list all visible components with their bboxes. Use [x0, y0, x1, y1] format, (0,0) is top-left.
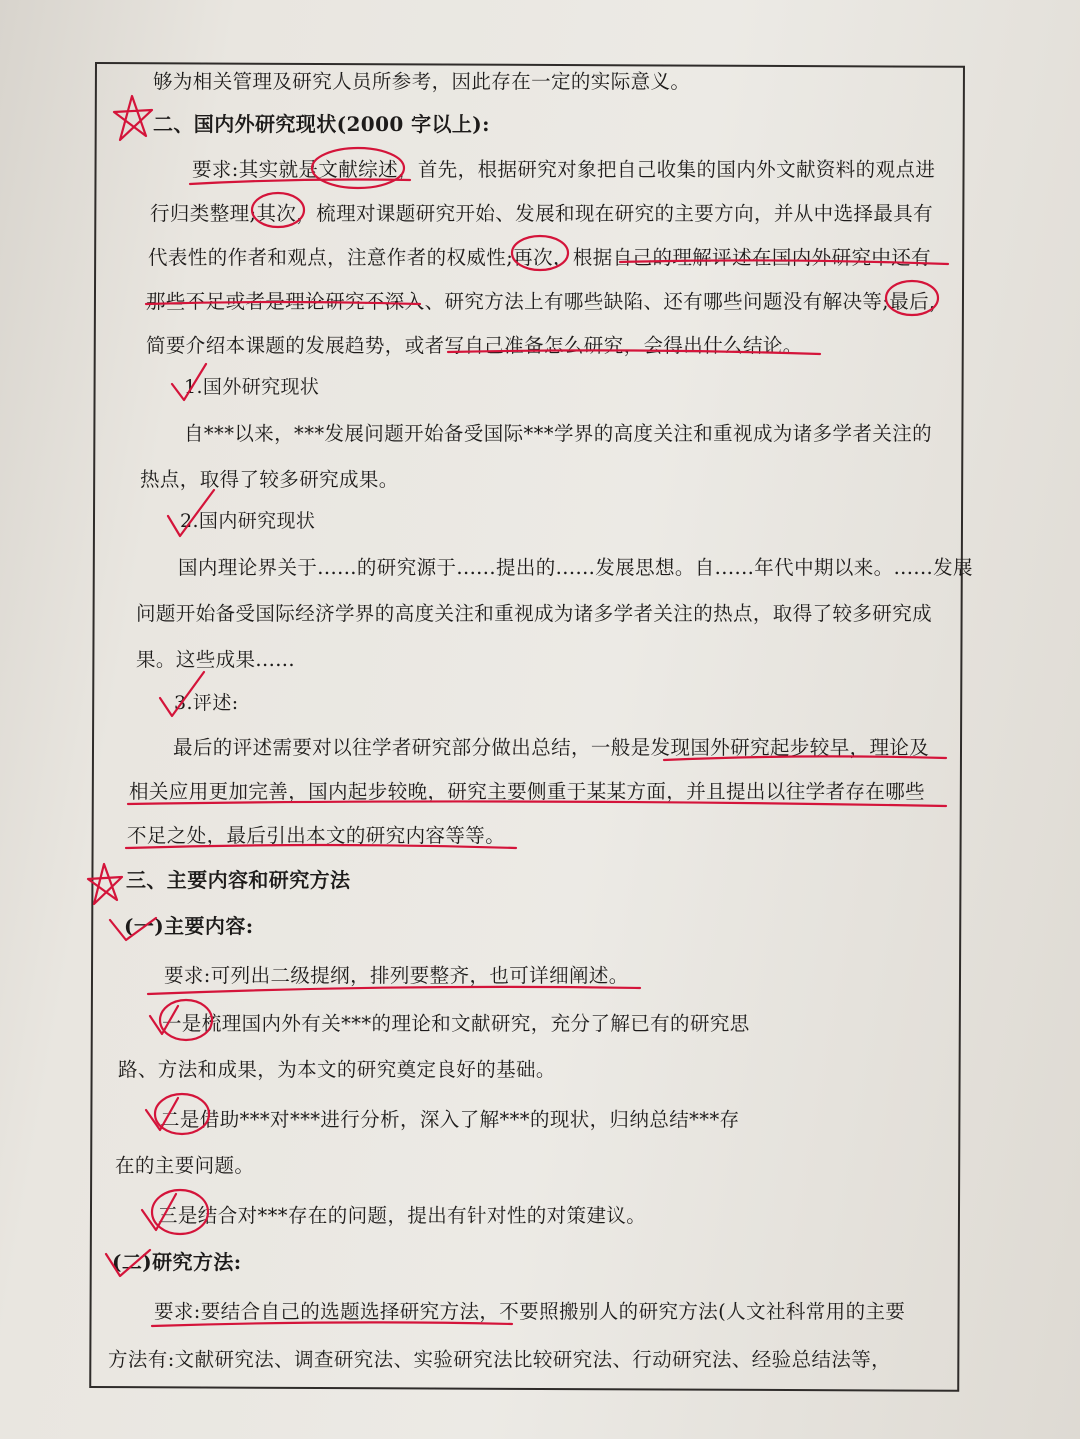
text-line-21: 要求:可列出二级提纲，排列要整齐，也可详细阐述。	[164, 964, 629, 987]
text-line-9: 自***以来，***发展问题开始备受国际***学界的高度关注和重视成为诸多学者关注的	[184, 422, 933, 445]
text-line-18: 不足之处，最后引出本文的研究内容等等。	[127, 824, 506, 847]
text-line-17: 相关应用更加完善，国内起步较晚，研究主要侧重于某某方面，并且提出以往学者存在哪些	[129, 780, 926, 803]
subheading-foreign: 1.国外研究现状	[184, 376, 320, 398]
text-line-25: 在的主要问题。	[115, 1154, 255, 1177]
text-line-7: 简要介绍本课题的发展趋势，或者写自己准备怎么研究，会得出什么结论。	[146, 334, 803, 357]
text-line-23: 路、方法和成果，为本文的研究奠定良好的基础。	[118, 1058, 556, 1081]
section-heading-2: 二、国内外研究现状(2000 字以上):	[153, 112, 490, 136]
text-line-5: 代表性的作者和观点，注意作者的权威性;再次，根据自己的理解评述在国内外研究中还有	[148, 246, 932, 269]
section-heading-3: 三、主要内容和研究方法	[126, 868, 351, 892]
text-line-14: 果。这些成果......	[136, 648, 295, 671]
subheading-main-content: (一)主要内容:	[124, 914, 254, 938]
subheading-methods: (二)研究方法:	[112, 1250, 242, 1274]
subheading-domestic: 2.国内研究现状	[180, 510, 316, 532]
text-line-1: 够为相关管理及研究人员所参考，因此存在一定的实际意义。	[153, 70, 691, 93]
text-line-13: 问题开始备受国际经济学界的高度关注和重视成为诸多学者关注的热点，取得了较多研究成	[136, 602, 933, 625]
text-line-4: 行归类整理;其次，梳理对课题研究开始、发展和现在研究的主要方向，并从中选择最具有	[150, 202, 934, 225]
text-line-12: 国内理论界关于......的研究源于......提出的......发展思想。自......年代中期以来。......发展	[178, 556, 973, 579]
text-line-28: 要求:要结合自己的选题选择研究方法，不要照搬别人的研究方法(人文社科常用的主要	[154, 1300, 906, 1323]
text-line-3: 要求:其实就是文献综述，首先，根据研究对象把自己收集的国内外文献资料的观点进	[192, 158, 936, 181]
subheading-review: 3.评述:	[174, 692, 239, 714]
text-line-26: 三是结合对***存在的问题，提出有针对性的对策建议。	[158, 1204, 647, 1227]
text-line-22: 一是梳理国内外有关***的理论和文献研究，充分了解已有的研究思	[162, 1012, 750, 1035]
text-line-29: 方法有:文献研究法、调查研究法、实验研究法比较研究法、行动研究法、经验总结法等，	[108, 1348, 892, 1371]
text-line-24: 二是借助***对***进行分析，深入了解***的现状，归纳总结***存	[160, 1108, 740, 1131]
text-line-10: 热点，取得了较多研究成果。	[140, 468, 399, 491]
text-line-16: 最后的评述需要对以往学者研究部分做出总结，一般是发现国外研究起步较早，理论及	[173, 736, 930, 759]
text-line-6: 那些不足或者是理论研究不深入、研究方法上有哪些缺陷、还有哪些问题没有解决等;最后，	[146, 290, 949, 313]
